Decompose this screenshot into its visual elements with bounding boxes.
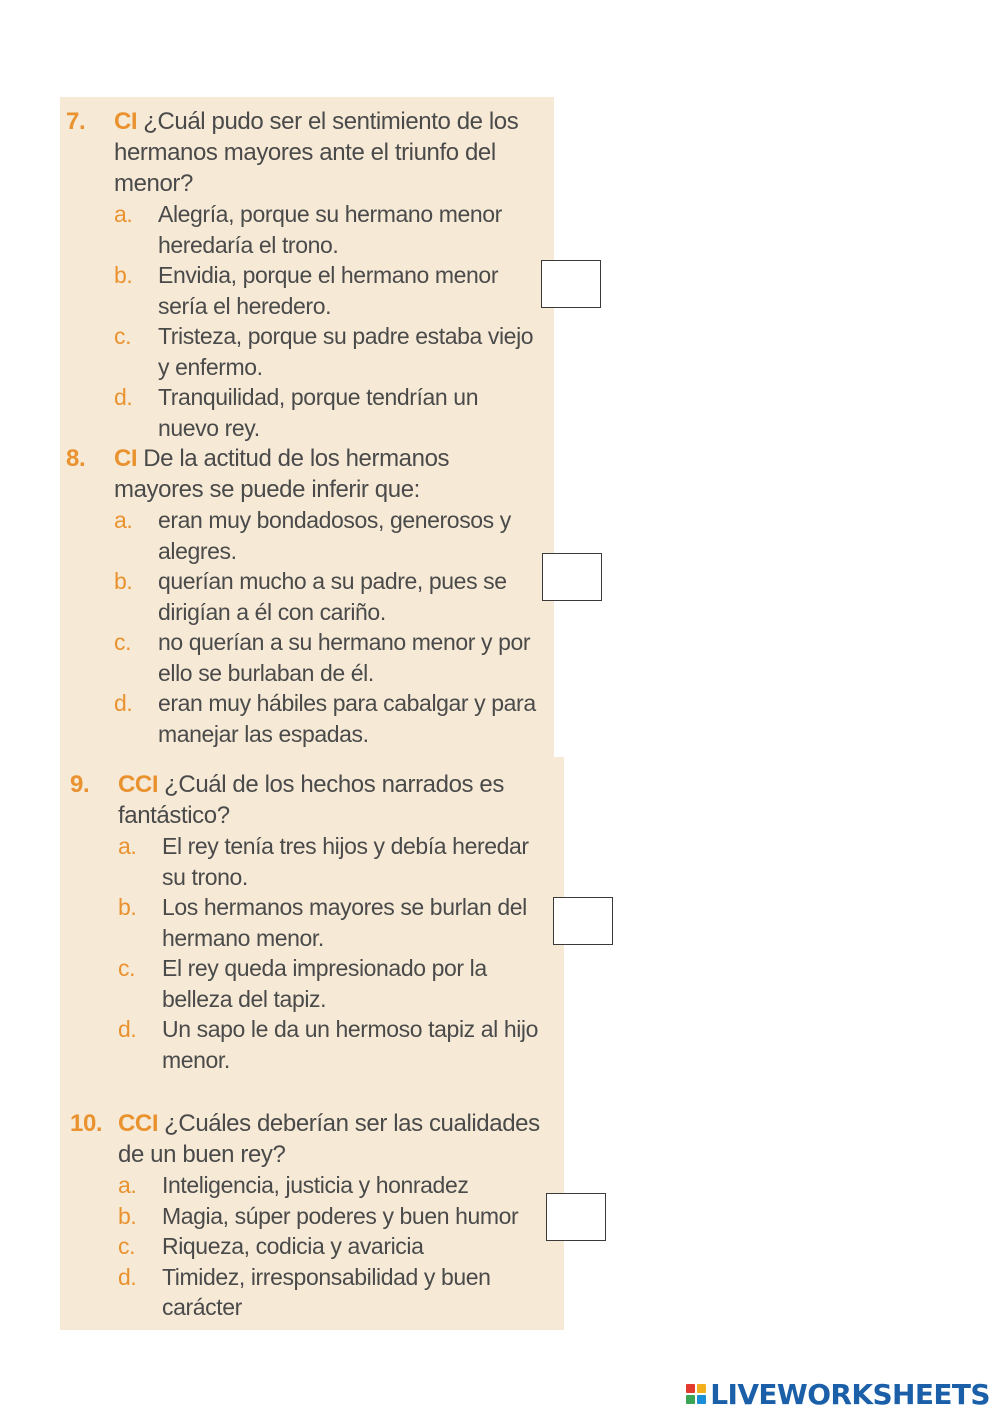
option-text: Tristeza, porque su padre estaba viejo y enfermo. (158, 323, 534, 380)
option-letter: c. (118, 955, 136, 981)
question-prompt: ¿Cuáles deberían ser las cualidades de un buen rey? (118, 1110, 540, 1168)
question-code: CCI (118, 771, 159, 798)
option-letter: b. (118, 1202, 137, 1229)
option-letter: a. (118, 1172, 137, 1198)
option-letter: b. (114, 262, 133, 288)
option-d (114, 382, 540, 443)
option-text: El rey tenía tres hijos y debía heredar su trono. (162, 833, 529, 890)
logo-square (697, 1395, 706, 1404)
logo-square (686, 1384, 695, 1393)
option-b (114, 566, 540, 627)
option-text: no querían a su hermano menor y por ello se burlaban de él. (158, 629, 531, 686)
option-letter: d. (114, 690, 133, 716)
option-letter: d. (118, 1263, 137, 1290)
question-number: 10. (70, 1110, 103, 1137)
option-text: Alegría, porque su hermano menor heredaría el trono. (158, 201, 502, 258)
question-8 (66, 443, 540, 749)
option-text: eran muy bondadosos, generosos y alegres. (158, 507, 511, 564)
option-c (114, 627, 540, 688)
option-b (118, 1201, 544, 1232)
option-text: Un sapo le da un hermoso tapiz al hijo menor. (162, 1016, 539, 1073)
option-letter: c. (114, 323, 132, 349)
question-text (114, 443, 540, 505)
option-text: querían mucho a su padre, pues se dirigían a él con cariño. (158, 568, 507, 625)
option-letter: d. (114, 384, 133, 410)
option-a (114, 199, 540, 260)
answer-box-7[interactable] (541, 260, 601, 308)
logo-square (686, 1395, 695, 1404)
option-letter: c. (118, 1233, 136, 1259)
question-number: 8. (66, 445, 86, 472)
question-number: 9. (70, 771, 90, 798)
option-letter: b. (114, 568, 133, 594)
option-d (118, 1262, 544, 1323)
option-d (118, 1014, 544, 1075)
option-letter: b. (118, 894, 137, 920)
option-d (114, 688, 540, 749)
question-text (114, 106, 540, 199)
question-code: CI (114, 445, 138, 472)
question-9 (70, 769, 544, 1075)
option-a (114, 505, 540, 566)
option-text: Timidez, irresponsabilidad y buen carácter (162, 1263, 491, 1320)
liveworksheets-logo-icon (686, 1384, 706, 1404)
question-prompt: ¿Cuál pudo ser el sentimiento de los hermanos mayores ante el triunfo del menor? (114, 108, 519, 197)
question-prompt: ¿Cuál de los hechos narrados es fantástico? (118, 771, 504, 829)
option-text: Los hermanos mayores se burlan del hermano menor. (162, 894, 527, 951)
option-text: El rey queda impresionado por la belleza del tapiz. (162, 955, 487, 1012)
option-c (118, 1231, 544, 1262)
option-text: Tranquilidad, porque tendrían un nuevo rey. (158, 384, 479, 441)
question-7 (66, 106, 540, 443)
option-c (118, 953, 544, 1014)
option-letter: a. (114, 507, 133, 533)
option-letter: a. (114, 201, 133, 227)
option-letter: c. (114, 629, 132, 655)
option-text: Riqueza, codicia y avaricia (162, 1233, 424, 1259)
question-code: CCI (118, 1110, 159, 1137)
question-code: CI (114, 108, 138, 135)
option-b (114, 260, 540, 321)
option-text: Magia, súper poderes y buen humor (162, 1202, 519, 1229)
option-b (118, 892, 544, 953)
option-a (118, 1170, 544, 1201)
option-text: Envidia, porque el hermano menor sería el heredero. (158, 262, 499, 319)
option-letter: a. (118, 833, 137, 859)
option-c (114, 321, 540, 382)
option-text: Inteligencia, justicia y honradez (162, 1172, 469, 1198)
question-text (118, 769, 544, 831)
answer-box-10[interactable] (546, 1193, 606, 1241)
question-10 (70, 1108, 544, 1323)
option-text: eran muy hábiles para cabalgar y para manejar las espadas. (158, 690, 536, 747)
liveworksheets-logo (686, 1376, 990, 1412)
question-number: 7. (66, 108, 86, 135)
question-prompt: De la actitud de los hermanos mayores se puede inferir que: (114, 445, 450, 503)
option-a (118, 831, 544, 892)
answer-box-8[interactable] (542, 553, 602, 601)
option-letter: d. (118, 1016, 137, 1042)
liveworksheets-wordmark: LIVEWORKSHEETS (710, 1377, 990, 1411)
answer-box-9[interactable] (553, 897, 613, 945)
question-text (118, 1108, 544, 1170)
logo-square (697, 1384, 706, 1393)
